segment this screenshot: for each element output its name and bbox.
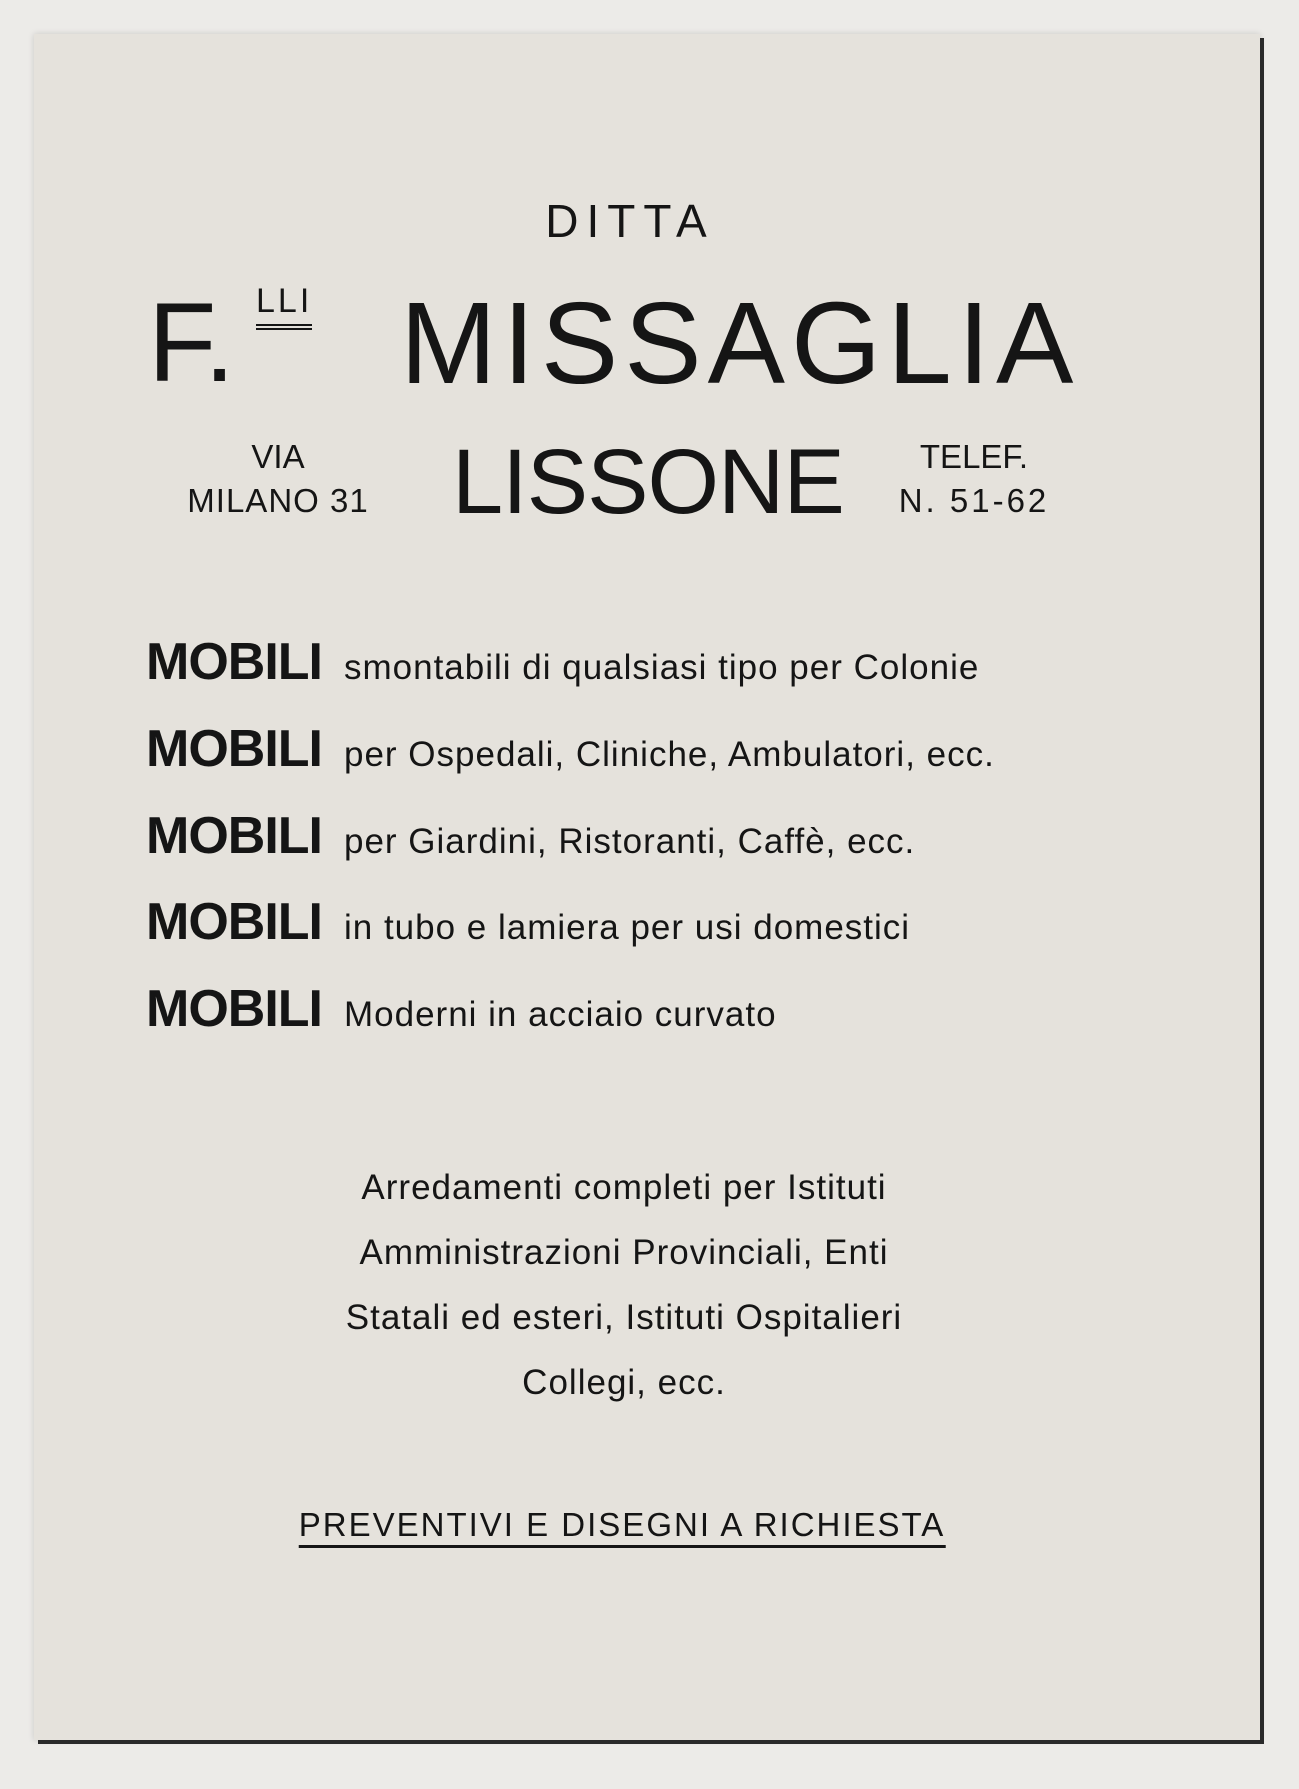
product-label: MOBILI [146,633,322,691]
paragraph-line: Statali ed esteri, Istituti Ospitalieri [345,1298,903,1337]
product-label: MOBILI [146,807,322,865]
address-line-1: VIA [251,438,305,475]
product-text: per Giardini, Ristoranti, Caffè, ecc. [343,822,916,861]
paragraph-line: Collegi, ecc. [522,1363,726,1402]
product-line [146,893,911,951]
company-name: MISSAGLIA [400,278,1080,408]
footer-note: PREVENTIVI E DISEGNI A RICHIESTA [299,1508,946,1548]
flli-superscript: LLI [256,284,312,330]
ditta-heading: DITTA [545,195,715,247]
product-text: in tubo e lamiera per usi domestici [343,908,911,947]
address-line-2: MILANO 31 [187,482,369,519]
product-line [146,807,916,865]
product-line [146,633,980,691]
product-text: smontabili di qualsiasi tipo per Colonie [343,648,980,687]
paragraph-line: Arredamenti completi per Istituti [361,1168,887,1207]
product-label: MOBILI [146,720,322,778]
product-text: Moderni in acciaio curvato [343,995,777,1034]
product-label: MOBILI [146,980,322,1038]
paragraph-line: Amministrazioni Provinciali, Enti [359,1233,889,1272]
city-name: LISSONE [452,431,844,533]
phone-label: TELEF. [919,438,1029,475]
product-line [146,980,777,1038]
flli-initial: F. [148,280,236,405]
product-text: per Ospedali, Cliniche, Ambulatori, ecc. [343,735,995,774]
product-label: MOBILI [146,893,322,951]
phone-number: N. 51-62 [898,482,1050,519]
product-line [146,720,995,778]
